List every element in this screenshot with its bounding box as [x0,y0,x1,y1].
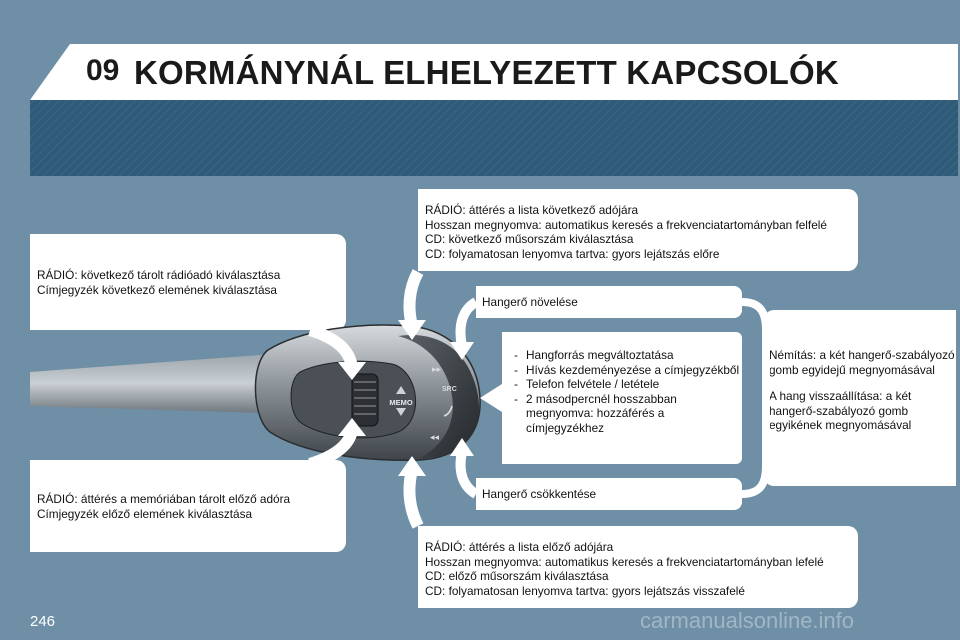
chapter-number: 09 [86,54,120,87]
radio-next-line-4: CD: folyamatosan lenyomva tartva: gyors lejátszás előre [425,246,720,261]
radio-next-line-3: CD: következő műsorszám kiválasztása [425,232,634,246]
mute-line-1: Némítás: a két hangerő-szabályozó gomb egyidejű megnyomásával [769,348,955,377]
memory-next-line-1: RÁDIÓ: következő tárolt rádióadó kiválasztása [37,268,281,282]
radio-prev-line-3: CD: előző műsorszám kiválasztása [425,569,609,583]
radio-next-line-2: Hosszan megnyomva: automatikus keresés a frekvenciatartományban felfelé [425,217,827,232]
source-label: SRC [442,386,457,393]
scroll-wheel[interactable] [352,374,378,426]
mute-line-2: A hang visszaállítása: a két hangerő-szabályozó gomb egyikének megnyomásával [769,389,912,432]
memory-prev-line-2: Címjegyzék előző elemének kiválasztása [37,506,253,521]
radio-prev-line-4: CD: folyamatosan lenyomva tartva: gyors lejátszás visszafelé [425,583,745,598]
list-item: - Hangforrás megváltoztatása [508,348,742,363]
list-item: - Hívás kezdeményezése a címjegyzékből [508,363,742,378]
volume-up-label: Hangerő növelése [482,295,578,309]
list-item: - Telefon felvétele / letétele [508,377,742,392]
arrow-radio-prev [398,456,426,526]
fast-forward-icon: ▸▸ [432,365,442,375]
bracket-mute [730,294,766,504]
memo-label: MEMO [389,398,413,407]
list-item: - 2 másodpercnél hosszabban megnyomva: hozzáférés a címjegyzékhez [508,392,742,436]
volume-down-label: Hangerő csökkentése [482,487,597,501]
arrow-source-phone [480,384,502,412]
watermark: carmanualsonline.info [640,608,855,633]
radio-prev-line-2: Hosszan megnyomva: automatikus keresés a frekvenciatartományban lefelé [425,554,824,569]
seek-forward-button[interactable] [432,365,442,375]
radio-next-line-1: RÁDIÓ: áttérés a lista következő adójára [425,203,639,217]
page-number: 246 [30,613,56,630]
page-title: KORMÁNYNÁL ELHELYEZETT KAPCSOLÓK [134,54,839,91]
rewind-icon: ◂◂ [430,433,440,443]
memory-next-line-2: Címjegyzék következő elemének kiválasztása [37,282,277,297]
source-button[interactable] [442,386,457,393]
memory-prev-line-1: RÁDIÓ: áttérés a memóriában tárolt előző adóra [37,492,291,506]
radio-prev-line-1: RÁDIÓ: áttérés a lista előző adójára [425,540,614,554]
seek-backward-button[interactable] [430,433,440,443]
